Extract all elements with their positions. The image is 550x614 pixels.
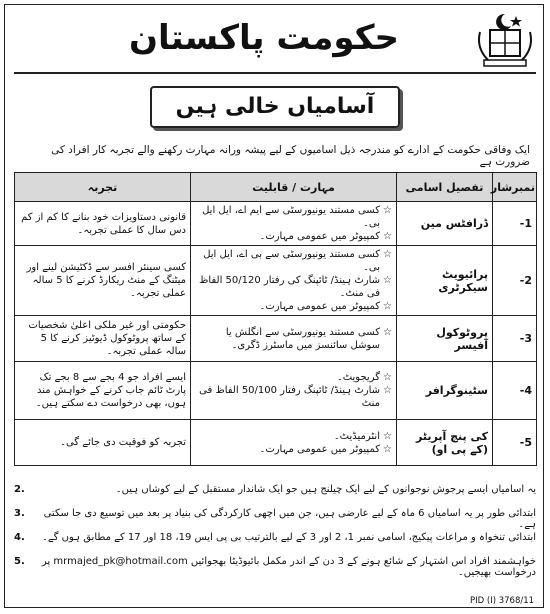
row-exp: تجربہ کو فوقیت دی جائے گی۔ <box>15 420 191 466</box>
note-text: یہ اسامیاں ایسے پرجوش نوجوانوں کے لیے ایک چیلنج ہیں جو ایک شاندار مستقبل کے لیے کوشاں ہیں۔ <box>115 484 536 495</box>
vacancies-banner: آسامیاں خالی ہیں <box>150 86 400 128</box>
note-number: 4. <box>14 532 25 543</box>
header-divider <box>14 72 536 74</box>
table-row <box>15 362 537 420</box>
row-num: 2- <box>493 246 537 316</box>
row-post: ڈرافٹس مین <box>397 202 493 246</box>
qual-item: ☆ شارٹ ہینڈ/ ٹائپنگ کی رفتار 50/120 الفاظ فی منٹ۔ <box>195 274 392 300</box>
notes-list <box>14 484 536 580</box>
qual-item: ☆ انٹرمیڈیٹ۔ <box>195 430 392 443</box>
row-post: پرائیویٹ سیکرٹری <box>397 246 493 316</box>
note-item <box>14 532 536 556</box>
header-qual: مہارت / قابلیت <box>191 173 397 202</box>
row-quals <box>191 316 397 362</box>
note-text <box>36 556 536 578</box>
note-number: 2. <box>14 484 25 495</box>
state-emblem-icon <box>474 10 536 70</box>
table-header-row <box>15 173 537 202</box>
qual-item: ☆ کسی مستند یونیورسٹی سے بی اے، ایل ایل بی۔ <box>195 248 392 274</box>
row-num: 3- <box>493 316 537 362</box>
row-post: سٹینوگرافر <box>397 362 493 420</box>
row-exp: کسی سینئر افسر سے ڈکٹیشن لینے اور میٹنگ کے منٹ ریکارڈ کرنے کا 5 سالہ عملی تجربہ۔ <box>15 246 191 316</box>
row-exp: حکومتی اور غیر ملکی اعلیٰ شخصیات کے ساتھ پروٹوکول ڈیوٹیز کرنے کا 5 سالہ عملی تجربہ۔ <box>15 316 191 362</box>
row-quals <box>191 362 397 420</box>
page-title: حکومت پاکستان <box>128 18 400 58</box>
row-quals <box>191 420 397 466</box>
row-exp: ایسے افراد جو 4 بجے سے 8 بجے تک پارٹ ٹائم جاب کرنے کے خواہش مند ہوں، بھی درخواست دے سکتے ہیں۔ <box>15 362 191 420</box>
note-item <box>14 556 536 580</box>
qual-item: ☆ کمپیوٹر میں عمومی مہارت۔ <box>195 300 392 313</box>
note-number: 3. <box>14 508 25 519</box>
note-text-after: پر درخواست بھیجیں۔ <box>41 556 536 578</box>
note-text-before: خواہشمند افراد اس اشتہار کے شائع ہونے کے 3 دن کے اندر مکمل بائیوڈیٹا بھجوائیں <box>190 556 536 567</box>
header <box>4 4 544 76</box>
qual-item: ☆ کسی مستند یونیورسٹی سے انگلش یا سوشل سائنسز میں ماسٹرز ڈگری۔ <box>195 326 392 352</box>
qual-item: ☆ شارٹ ہینڈ/ ٹائپنگ رفتار 50/100 الفاظ فی منٹ <box>195 384 392 410</box>
table-row <box>15 246 537 316</box>
row-post: کی پنچ آپریٹر (کے پی او) <box>397 420 493 466</box>
contact-email-link[interactable]: mrmajed_pk@hotmail.com <box>53 556 188 567</box>
row-num: 4- <box>493 362 537 420</box>
pid-number: PID (I) 3768/11 <box>470 596 535 606</box>
header-exp: تجربہ <box>15 173 191 202</box>
header-num: نمبرشار <box>493 173 537 202</box>
qual-item: ☆ کمپیوٹر میں عمومی مہارت۔ <box>195 443 392 456</box>
note-text: ابتدائی تنخواہ و مراعات پیکیج، اسامی نمبر 1، 2 اور 3 کے لیے بالترتیب بی پی ایس 19، 18 اور 17 کے مطابق ہوں گے۔ <box>42 532 536 543</box>
note-item <box>14 484 536 508</box>
qual-item: ☆ کمپیوٹر میں عمومی مہارت۔ <box>195 230 392 243</box>
qual-item: ☆ گریجویٹ۔ <box>195 371 392 384</box>
row-post: پروٹوکول آفیسر <box>397 316 493 362</box>
row-exp: قانونی دستاویزات خود بنانے کا کم از کم دس سال کا عملی تجربہ۔ <box>15 202 191 246</box>
vacancies-table <box>14 172 537 466</box>
note-item <box>14 508 536 532</box>
table-row <box>15 202 537 246</box>
row-quals <box>191 202 397 246</box>
note-number: 5. <box>14 556 25 567</box>
header-post: تفصیل اسامی <box>397 173 493 202</box>
row-num: 5- <box>493 420 537 466</box>
qual-item: ☆ کسی مستند یونیورسٹی سے ایم اے، ایل ایل بی۔ <box>195 204 392 230</box>
table-row <box>15 420 537 466</box>
intro-text: ایک وفاقی حکومت کے ادارے کو مندرجہ ذیل اسامیوں کے لیے پیشہ ورانہ مہارت رکھنے والے تجربہ کار افراد کی ضرورت ہے <box>51 144 530 168</box>
row-quals <box>191 246 397 316</box>
row-num: 1- <box>493 202 537 246</box>
table-row <box>15 316 537 362</box>
note-text: ابتدائی طور پر یہ اسامیاں 6 ماہ کے لیے عارضی ہیں، جن میں اچھی کارکردگی کی بنیاد پر بعد میں توسیع دی جا سکتی ہے۔ <box>43 508 536 530</box>
